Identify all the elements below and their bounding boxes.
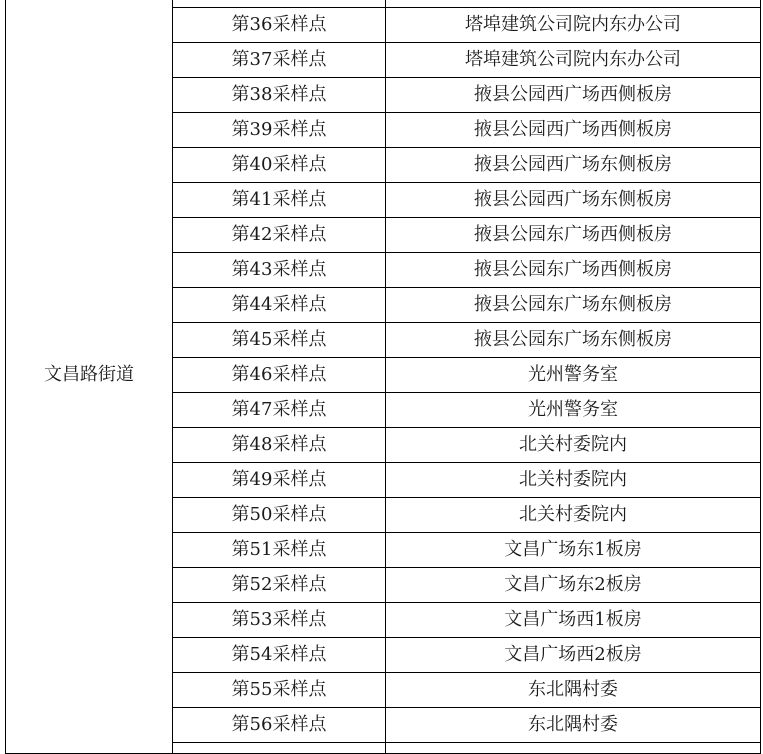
location-cell: 东北隅村委 xyxy=(386,673,761,708)
sample-point-cell: 第51采样点 xyxy=(173,533,386,568)
sample-point-cell: 第37采样点 xyxy=(173,43,386,78)
location-cell: 掖县公园东广场西侧板房 xyxy=(386,253,761,288)
location-cell: 光州警务室 xyxy=(386,393,761,428)
sample-point-cell: 第43采样点 xyxy=(173,253,386,288)
sampling-points-table xyxy=(5,0,761,754)
location-cell: 塔埠建筑公司院内东办公司 xyxy=(386,43,761,78)
sample-point-cell: 第47采样点 xyxy=(173,393,386,428)
location-cell: 文昌广场东1板房 xyxy=(386,533,761,568)
location-cell: 东北隅村委 xyxy=(386,708,761,743)
location-cell: 塔埠建筑公司院内东办公司 xyxy=(386,8,761,43)
location-cell-stub xyxy=(386,743,761,754)
location-cell-stub xyxy=(386,0,761,8)
sample-point-cell: 第52采样点 xyxy=(173,568,386,603)
location-cell: 文昌广场西1板房 xyxy=(386,603,761,638)
sample-point-cell: 第56采样点 xyxy=(173,708,386,743)
sample-point-cell: 第55采样点 xyxy=(173,673,386,708)
location-cell: 掖县公园西广场西侧板房 xyxy=(386,78,761,113)
sample-point-cell: 第38采样点 xyxy=(173,78,386,113)
sample-point-cell: 第48采样点 xyxy=(173,428,386,463)
location-cell: 掖县公园东广场东侧板房 xyxy=(386,288,761,323)
location-cell: 光州警务室 xyxy=(386,358,761,393)
location-cell: 掖县公园东广场东侧板房 xyxy=(386,323,761,358)
location-cell: 文昌广场西2板房 xyxy=(386,638,761,673)
sample-point-cell: 第42采样点 xyxy=(173,218,386,253)
location-cell: 北关村委院内 xyxy=(386,463,761,498)
sample-point-cell: 第40采样点 xyxy=(173,148,386,183)
sample-point-cell: 第39采样点 xyxy=(173,113,386,148)
sample-point-cell: 第50采样点 xyxy=(173,498,386,533)
location-cell: 文昌广场东2板房 xyxy=(386,568,761,603)
point-cell-stub xyxy=(173,743,386,754)
table-body xyxy=(6,0,761,754)
sample-point-cell: 第45采样点 xyxy=(173,323,386,358)
sample-point-cell: 第53采样点 xyxy=(173,603,386,638)
location-cell: 掖县公园西广场东侧板房 xyxy=(386,148,761,183)
location-cell: 北关村委院内 xyxy=(386,428,761,463)
sample-point-cell: 第54采样点 xyxy=(173,638,386,673)
location-cell: 掖县公园西广场西侧板房 xyxy=(386,113,761,148)
sample-point-cell: 第44采样点 xyxy=(173,288,386,323)
street-name: 文昌路街道 xyxy=(44,364,134,385)
location-cell: 掖县公园西广场东侧板房 xyxy=(386,183,761,218)
point-cell-stub xyxy=(173,0,386,8)
location-cell: 掖县公园东广场西侧板房 xyxy=(386,218,761,253)
location-cell: 北关村委院内 xyxy=(386,498,761,533)
sample-point-cell: 第49采样点 xyxy=(173,463,386,498)
table-row-top-stub xyxy=(6,0,761,8)
sample-point-cell: 第41采样点 xyxy=(173,183,386,218)
sample-point-cell: 第46采样点 xyxy=(173,358,386,393)
street-cell xyxy=(6,0,173,754)
sample-point-cell: 第36采样点 xyxy=(173,8,386,43)
